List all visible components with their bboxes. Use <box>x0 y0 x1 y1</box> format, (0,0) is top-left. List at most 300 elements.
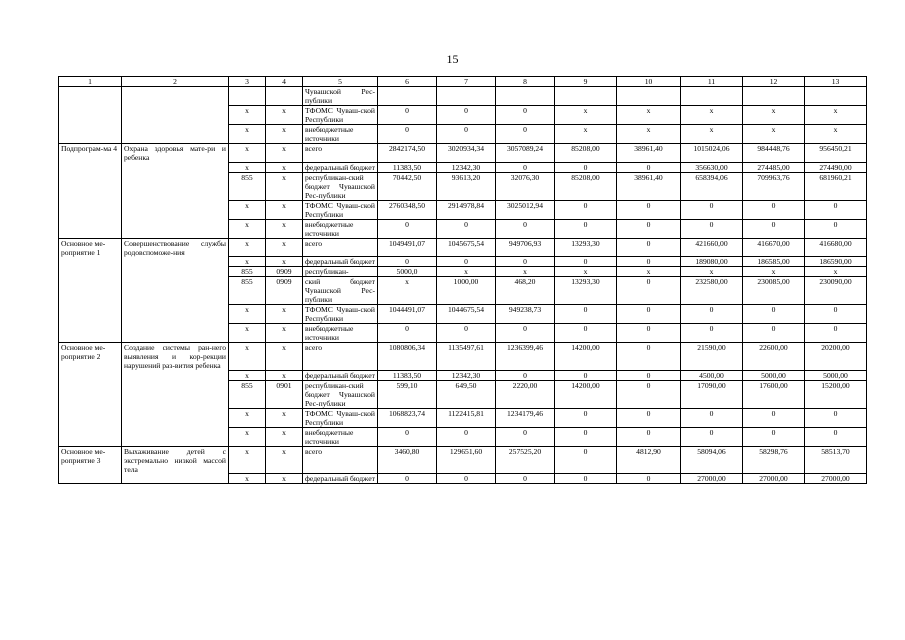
value-cell: 0 <box>555 446 617 474</box>
value-cell: 4500,00 <box>681 370 743 380</box>
value-cell: 0 <box>681 427 743 446</box>
source-cell: всего <box>303 446 378 474</box>
value-cell: 22600,00 <box>743 343 805 371</box>
event-cell <box>122 87 229 106</box>
program-cell <box>59 125 122 144</box>
code-cell: х <box>229 125 266 144</box>
value-cell: 0 <box>437 257 496 267</box>
value-cell: 14200,00 <box>555 343 617 371</box>
value-cell: 416680,00 <box>805 238 867 257</box>
table-row <box>59 87 867 106</box>
value-cell: 0 <box>437 324 496 343</box>
value-cell: 274490,00 <box>805 162 867 172</box>
table-row <box>59 162 867 172</box>
value-cell: 0 <box>743 324 805 343</box>
value-cell: 38961,40 <box>617 144 681 163</box>
value-cell: 0 <box>555 370 617 380</box>
table-row <box>59 257 867 267</box>
value-cell: 0 <box>496 162 555 172</box>
value-cell: 3020934,34 <box>437 144 496 163</box>
program-cell <box>59 172 122 200</box>
value-cell: 0 <box>805 219 867 238</box>
value-cell: 1122415,81 <box>437 408 496 427</box>
section-cell: х <box>266 125 303 144</box>
value-cell: 2220,00 <box>496 380 555 408</box>
program-cell <box>59 219 122 238</box>
value-cell: х <box>743 125 805 144</box>
value-cell: 0 <box>555 408 617 427</box>
value-cell: 58513,70 <box>805 446 867 474</box>
value-cell: 0 <box>743 427 805 446</box>
event-cell: Выхаживание детей с экстремально низкой массой тела <box>122 446 229 474</box>
source-cell: внебюджетные источники <box>303 324 378 343</box>
table-row <box>59 238 867 257</box>
value-cell: 0 <box>617 343 681 371</box>
event-cell <box>122 257 229 267</box>
section-cell <box>266 87 303 106</box>
code-cell: х <box>229 106 266 125</box>
value-cell: 0 <box>378 257 437 267</box>
value-cell: 0 <box>617 380 681 408</box>
value-cell: 0 <box>805 324 867 343</box>
value-cell: 0 <box>378 219 437 238</box>
value-cell: 230090,00 <box>805 277 867 305</box>
event-cell <box>122 172 229 200</box>
value-cell: х <box>496 267 555 277</box>
program-cell <box>59 106 122 125</box>
header-cell: 10 <box>617 77 681 87</box>
program-cell: Основное ме-роприятие 1 <box>59 238 122 257</box>
value-cell: 0 <box>555 474 617 484</box>
source-cell: Чувашской Рес-публики <box>303 87 378 106</box>
value-cell: 984448,76 <box>743 144 805 163</box>
value-cell: 5000,00 <box>743 370 805 380</box>
event-cell <box>122 305 229 324</box>
program-cell <box>59 324 122 343</box>
event-cell <box>122 408 229 427</box>
source-cell: внебюджетные источники <box>303 219 378 238</box>
header-cell: 7 <box>437 77 496 87</box>
value-cell: 0 <box>496 257 555 267</box>
value-cell: 2914978,84 <box>437 200 496 219</box>
header-cell: 8 <box>496 77 555 87</box>
section-cell: 0901 <box>266 380 303 408</box>
value-cell <box>378 87 437 106</box>
source-cell: ТФОМС Чуваш-ской Республики <box>303 200 378 219</box>
event-cell: Охрана здоровья мате-ри и ребенка <box>122 144 229 163</box>
header-cell: 6 <box>378 77 437 87</box>
value-cell: 1234179,46 <box>496 408 555 427</box>
source-cell: всего <box>303 144 378 163</box>
event-cell <box>122 267 229 277</box>
budget-table <box>58 76 867 484</box>
value-cell: 0 <box>617 427 681 446</box>
table-row <box>59 446 867 474</box>
value-cell: 0 <box>617 200 681 219</box>
value-cell: 0 <box>555 427 617 446</box>
code-cell <box>229 87 266 106</box>
header-cell: 3 <box>229 77 266 87</box>
value-cell: 1044491,07 <box>378 305 437 324</box>
header-cell: 5 <box>303 77 378 87</box>
value-cell: 3057089,24 <box>496 144 555 163</box>
table-row <box>59 408 867 427</box>
table-row <box>59 324 867 343</box>
code-cell: х <box>229 238 266 257</box>
value-cell: 0 <box>681 408 743 427</box>
value-cell: 1236399,46 <box>496 343 555 371</box>
value-cell: 356630,00 <box>681 162 743 172</box>
value-cell: 0 <box>437 106 496 125</box>
program-cell <box>59 162 122 172</box>
value-cell: х <box>555 125 617 144</box>
value-cell: 129651,60 <box>437 446 496 474</box>
value-cell <box>805 87 867 106</box>
value-cell: 0 <box>378 324 437 343</box>
source-cell: внебюджетные источники <box>303 427 378 446</box>
value-cell <box>617 87 681 106</box>
program-cell <box>59 427 122 446</box>
value-cell: х <box>743 106 805 125</box>
header-cell: 1 <box>59 77 122 87</box>
code-cell: х <box>229 257 266 267</box>
code-cell: х <box>229 427 266 446</box>
value-cell: 949238,73 <box>496 305 555 324</box>
value-cell: 1080806,34 <box>378 343 437 371</box>
event-cell <box>122 106 229 125</box>
source-cell: ТФОМС Чуваш-ской Республики <box>303 408 378 427</box>
value-cell: 0 <box>805 408 867 427</box>
value-cell <box>681 87 743 106</box>
program-cell <box>59 267 122 277</box>
value-cell: 12342,30 <box>437 162 496 172</box>
section-cell: х <box>266 324 303 343</box>
value-cell: 4812,90 <box>617 446 681 474</box>
value-cell: 3460,80 <box>378 446 437 474</box>
value-cell: 0 <box>617 257 681 267</box>
value-cell: 0 <box>437 427 496 446</box>
program-cell <box>59 257 122 267</box>
header-row <box>59 77 867 87</box>
value-cell: 13293,30 <box>555 277 617 305</box>
value-cell: х <box>617 267 681 277</box>
header-cell: 4 <box>266 77 303 87</box>
table-row <box>59 427 867 446</box>
value-cell: 13293,30 <box>555 238 617 257</box>
value-cell: 0 <box>437 219 496 238</box>
section-cell: 0909 <box>266 267 303 277</box>
value-cell: х <box>555 267 617 277</box>
code-cell: х <box>229 343 266 371</box>
value-cell: 232580,00 <box>681 277 743 305</box>
event-cell <box>122 474 229 484</box>
source-cell: федеральный бюджет <box>303 257 378 267</box>
page-number: 15 <box>446 52 459 66</box>
program-cell <box>59 305 122 324</box>
value-cell: 0 <box>743 305 805 324</box>
value-cell: х <box>805 267 867 277</box>
value-cell: 17090,00 <box>681 380 743 408</box>
event-cell <box>122 200 229 219</box>
value-cell: 0 <box>496 125 555 144</box>
value-cell: 0 <box>378 427 437 446</box>
value-cell: 1045675,54 <box>437 238 496 257</box>
section-cell: х <box>266 370 303 380</box>
value-cell: 0 <box>681 200 743 219</box>
source-cell: федеральный бюджет <box>303 474 378 484</box>
table-row <box>59 277 867 305</box>
value-cell: 0 <box>555 257 617 267</box>
event-cell <box>122 162 229 172</box>
value-cell: 189080,00 <box>681 257 743 267</box>
source-cell: республикан- <box>303 267 378 277</box>
code-cell: х <box>229 474 266 484</box>
value-cell: 956450,21 <box>805 144 867 163</box>
value-cell: 20200,00 <box>805 343 867 371</box>
value-cell: х <box>681 267 743 277</box>
section-cell: 0909 <box>266 277 303 305</box>
program-cell <box>59 87 122 106</box>
value-cell: 0 <box>617 162 681 172</box>
value-cell: 1015024,06 <box>681 144 743 163</box>
value-cell: 0 <box>805 305 867 324</box>
value-cell <box>437 87 496 106</box>
value-cell: х <box>805 106 867 125</box>
event-cell <box>122 277 229 305</box>
value-cell: 0 <box>555 305 617 324</box>
header-cell: 13 <box>805 77 867 87</box>
event-cell <box>122 427 229 446</box>
value-cell: 0 <box>617 370 681 380</box>
code-cell: х <box>229 219 266 238</box>
value-cell: 0 <box>496 427 555 446</box>
value-cell <box>743 87 805 106</box>
section-cell: х <box>266 106 303 125</box>
value-cell: 0 <box>378 106 437 125</box>
event-cell <box>122 370 229 380</box>
section-cell: х <box>266 162 303 172</box>
code-cell: х <box>229 144 266 163</box>
value-cell: 2842174,50 <box>378 144 437 163</box>
source-cell: республикан-ский бюджет Чувашской Рес-публики <box>303 172 378 200</box>
section-cell: х <box>266 172 303 200</box>
source-cell: ТФОМС Чуваш-ской Республики <box>303 305 378 324</box>
program-cell <box>59 277 122 305</box>
value-cell: 0 <box>617 474 681 484</box>
value-cell: 0 <box>617 238 681 257</box>
table-row <box>59 106 867 125</box>
program-cell: Основное ме-роприятие 2 <box>59 343 122 371</box>
value-cell: 0 <box>437 474 496 484</box>
value-cell: 599,10 <box>378 380 437 408</box>
value-cell: 0 <box>617 305 681 324</box>
header-cell: 9 <box>555 77 617 87</box>
program-cell <box>59 380 122 408</box>
value-cell: 0 <box>378 125 437 144</box>
value-cell: 11383,50 <box>378 162 437 172</box>
table-row <box>59 200 867 219</box>
code-cell: х <box>229 408 266 427</box>
value-cell: 2760348,50 <box>378 200 437 219</box>
table-row <box>59 305 867 324</box>
value-cell: 0 <box>555 324 617 343</box>
value-cell: 1068823,74 <box>378 408 437 427</box>
code-cell: х <box>229 446 266 474</box>
section-cell: х <box>266 219 303 238</box>
section-cell: х <box>266 144 303 163</box>
value-cell: 15200,00 <box>805 380 867 408</box>
value-cell: 17600,00 <box>743 380 805 408</box>
value-cell: 0 <box>743 200 805 219</box>
value-cell: 38961,40 <box>617 172 681 200</box>
value-cell: 58298,76 <box>743 446 805 474</box>
table-row <box>59 343 867 371</box>
value-cell: х <box>437 267 496 277</box>
section-cell: х <box>266 200 303 219</box>
value-cell: 0 <box>496 324 555 343</box>
source-cell: федеральный бюджет <box>303 370 378 380</box>
value-cell: х <box>743 267 805 277</box>
program-cell <box>59 474 122 484</box>
value-cell: 1135497,61 <box>437 343 496 371</box>
section-cell: х <box>266 305 303 324</box>
value-cell: х <box>805 125 867 144</box>
value-cell: 0 <box>681 305 743 324</box>
event-cell: Создание системы ран-него выявления и кор-рекции нарушений раз-вития ребенка <box>122 343 229 371</box>
code-cell: х <box>229 370 266 380</box>
value-cell: 0 <box>617 324 681 343</box>
value-cell: 0 <box>805 427 867 446</box>
code-cell: 855 <box>229 380 266 408</box>
program-cell <box>59 408 122 427</box>
value-cell: 0 <box>555 200 617 219</box>
value-cell: 12342,30 <box>437 370 496 380</box>
value-cell: 186585,00 <box>743 257 805 267</box>
event-cell <box>122 324 229 343</box>
value-cell: 0 <box>496 219 555 238</box>
value-cell: 0 <box>743 219 805 238</box>
section-cell: х <box>266 343 303 371</box>
value-cell: 0 <box>617 219 681 238</box>
program-cell: Основное ме-роприятие 3 <box>59 446 122 474</box>
value-cell: 421660,00 <box>681 238 743 257</box>
value-cell: 0 <box>681 324 743 343</box>
value-cell: х <box>617 125 681 144</box>
code-cell: х <box>229 200 266 219</box>
section-cell: х <box>266 408 303 427</box>
value-cell: 0 <box>617 408 681 427</box>
value-cell: 1000,00 <box>437 277 496 305</box>
value-cell: 0 <box>496 474 555 484</box>
value-cell: 681960,21 <box>805 172 867 200</box>
table-row <box>59 172 867 200</box>
value-cell: х <box>617 106 681 125</box>
value-cell: 230085,00 <box>743 277 805 305</box>
value-cell: 27000,00 <box>681 474 743 484</box>
value-cell: 1044675,54 <box>437 305 496 324</box>
header-cell: 11 <box>681 77 743 87</box>
event-cell <box>122 380 229 408</box>
program-cell <box>59 200 122 219</box>
value-cell: х <box>681 106 743 125</box>
source-cell: ский бюджет Чувашской Рес-публики <box>303 277 378 305</box>
source-cell: всего <box>303 343 378 371</box>
value-cell: 949706,93 <box>496 238 555 257</box>
header-cell: 2 <box>122 77 229 87</box>
value-cell: 709963,76 <box>743 172 805 200</box>
table-row <box>59 125 867 144</box>
header-cell: 12 <box>743 77 805 87</box>
event-cell: Совершенствование службы родовспоможе-ния <box>122 238 229 257</box>
code-cell: х <box>229 162 266 172</box>
value-cell: 649,50 <box>437 380 496 408</box>
code-cell: х <box>229 305 266 324</box>
section-cell: х <box>266 446 303 474</box>
table-row <box>59 370 867 380</box>
source-cell: ТФОМС Чуваш-ской Республики <box>303 106 378 125</box>
value-cell: 0 <box>496 106 555 125</box>
table-row <box>59 380 867 408</box>
value-cell: 93613,20 <box>437 172 496 200</box>
code-cell: 855 <box>229 267 266 277</box>
code-cell: х <box>229 324 266 343</box>
value-cell: х <box>378 277 437 305</box>
value-cell: 5000,0 <box>378 267 437 277</box>
value-cell: 0 <box>805 200 867 219</box>
source-cell: внебюджетные источники <box>303 125 378 144</box>
value-cell: 0 <box>555 162 617 172</box>
value-cell: 416670,00 <box>743 238 805 257</box>
program-cell <box>59 370 122 380</box>
value-cell: 21590,00 <box>681 343 743 371</box>
value-cell: 468,20 <box>496 277 555 305</box>
event-cell <box>122 125 229 144</box>
table-row <box>59 267 867 277</box>
value-cell: 11383,50 <box>378 370 437 380</box>
value-cell: 5000,00 <box>805 370 867 380</box>
value-cell: 32076,30 <box>496 172 555 200</box>
code-cell: 855 <box>229 172 266 200</box>
section-cell: х <box>266 257 303 267</box>
value-cell: 0 <box>496 370 555 380</box>
value-cell: х <box>555 106 617 125</box>
value-cell: х <box>681 125 743 144</box>
value-cell: 1049491,07 <box>378 238 437 257</box>
value-cell: 658394,06 <box>681 172 743 200</box>
value-cell: 3025012,94 <box>496 200 555 219</box>
table-row <box>59 144 867 163</box>
section-cell: х <box>266 238 303 257</box>
value-cell: 14200,00 <box>555 380 617 408</box>
value-cell <box>496 87 555 106</box>
section-cell: х <box>266 427 303 446</box>
value-cell: 27000,00 <box>805 474 867 484</box>
value-cell: 0 <box>555 219 617 238</box>
program-cell: Подпрограм-ма 4 <box>59 144 122 163</box>
source-cell: федеральный бюджет <box>303 162 378 172</box>
value-cell: 0 <box>617 277 681 305</box>
event-cell <box>122 219 229 238</box>
value-cell: 274485,00 <box>743 162 805 172</box>
value-cell: 257525,20 <box>496 446 555 474</box>
source-cell: республикан-ский бюджет Чувашской Рес-публики <box>303 380 378 408</box>
section-cell: х <box>266 474 303 484</box>
value-cell: 0 <box>681 219 743 238</box>
value-cell: 85208,00 <box>555 144 617 163</box>
value-cell: 27000,00 <box>743 474 805 484</box>
value-cell <box>555 87 617 106</box>
value-cell: 0 <box>378 474 437 484</box>
